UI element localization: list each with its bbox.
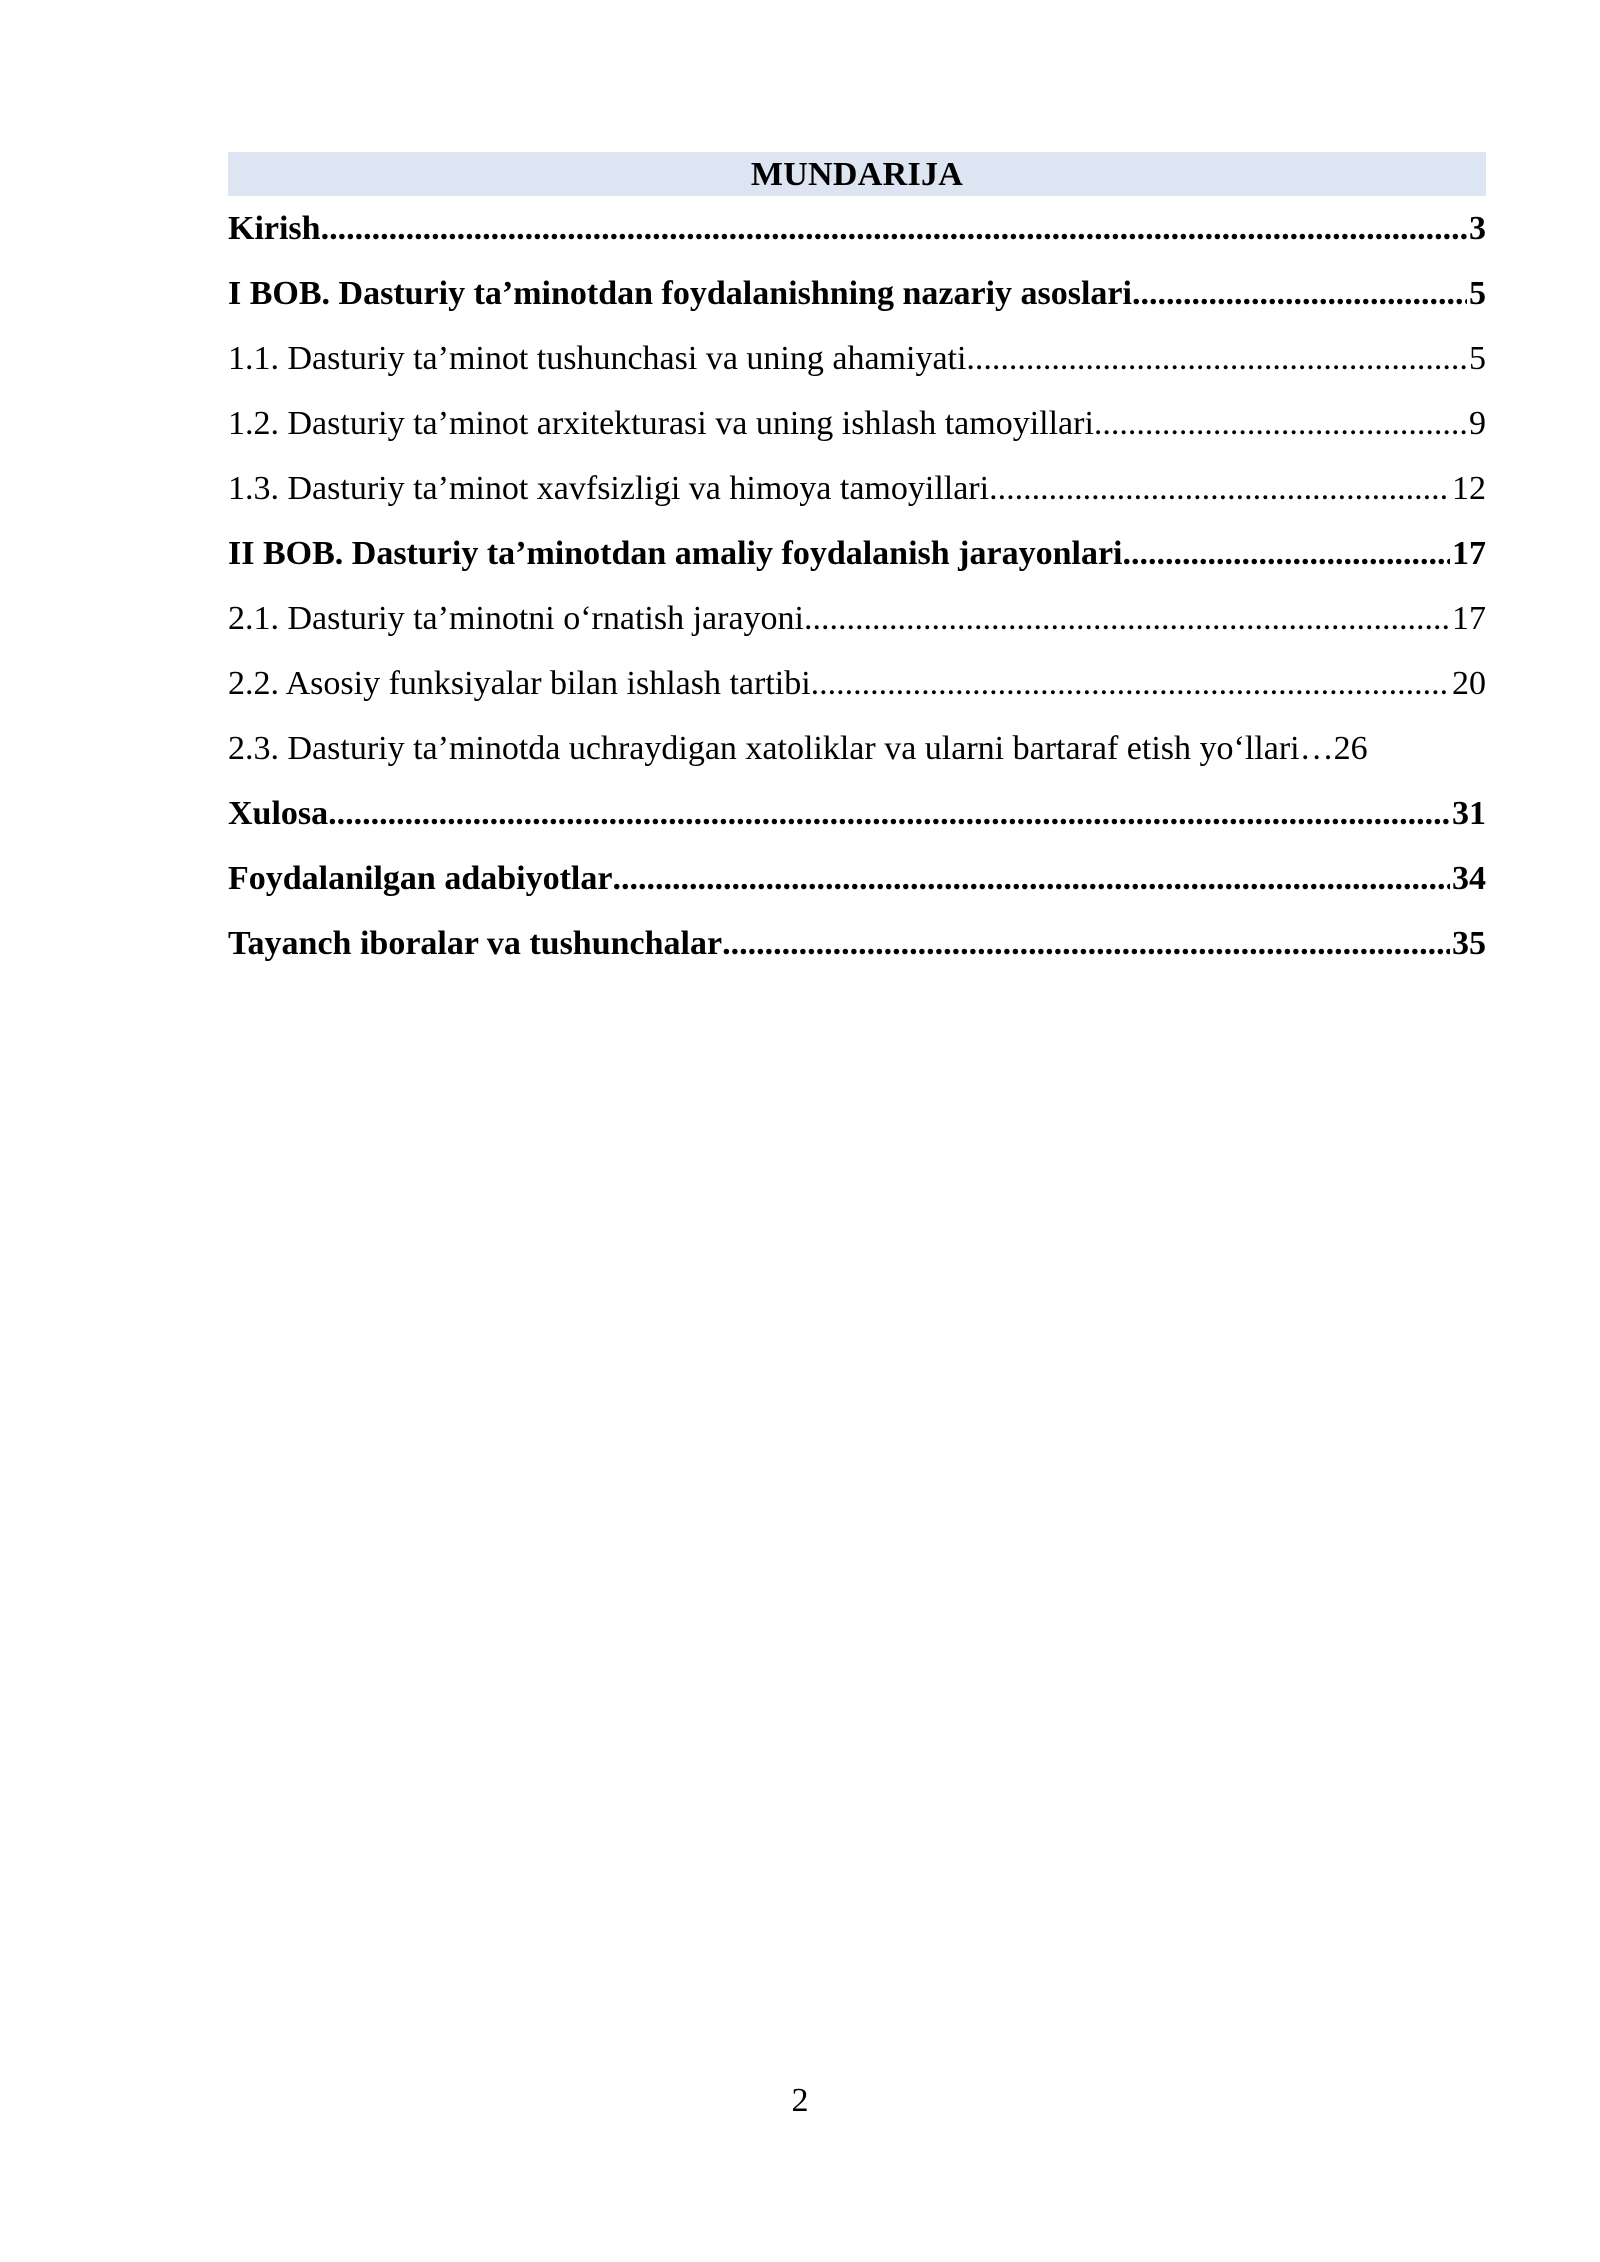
toc-entry[interactable] (228, 521, 1486, 586)
toc-entry-label: 1.3. Dasturiy ta’minot xavfsizligi va himoya tamoyillari (228, 470, 990, 507)
toc-entry[interactable] (228, 846, 1486, 911)
toc-entry-page-number: 20 (1452, 665, 1486, 702)
dot-leader (612, 846, 1450, 911)
toc-entry[interactable] (228, 781, 1486, 846)
dot-leader (804, 586, 1450, 651)
toc-entry-label: I BOB. Dasturiy ta’minotdan foydalanishning nazariy asoslari (228, 275, 1132, 312)
toc-entry-label: 2.2. Asosiy funksiyalar bilan ishlash tartibi (228, 665, 811, 702)
dot-leader (989, 456, 1450, 521)
toc-entry-label: 1.1. Dasturiy ta’minot tushunchasi va uning ahamiyati (228, 340, 967, 377)
toc-entry-label: 2.1. Dasturiy ta’minotni o‘rnatish jarayoni (228, 600, 804, 637)
dot-leader (966, 326, 1467, 391)
toc-entry-page-number: 26 (1333, 730, 1368, 767)
dot-leader (811, 651, 1450, 716)
toc-entry-label: Kirish (228, 210, 321, 247)
dot-leader (722, 911, 1450, 976)
toc-entry-label: 2.3. Dasturiy ta’minotda uchraydigan xatoliklar va ularni bartaraf etish yo‘llari… (228, 730, 1334, 767)
toc-entry[interactable] (228, 261, 1486, 326)
toc-entry[interactable] (228, 391, 1486, 456)
toc-entry-page-number: 9 (1469, 405, 1486, 442)
toc-entry[interactable] (228, 651, 1486, 716)
toc-entry-page-number: 5 (1469, 275, 1486, 312)
toc-entry-label: 1.2. Dasturiy ta’minot arxitekturasi va uning ishlash tamoyillari (228, 405, 1094, 442)
toc-entry-page-number: 5 (1469, 340, 1486, 377)
toc-entry[interactable] (228, 586, 1486, 651)
page-number: 2 (791, 2082, 809, 2119)
toc-entry[interactable] (228, 456, 1486, 521)
dot-leader (321, 196, 1467, 261)
dot-leader (1132, 261, 1467, 326)
toc-entry-page-number: 17 (1452, 535, 1486, 572)
toc-entry[interactable] (228, 196, 1486, 261)
table-of-contents (228, 152, 1486, 976)
toc-entry-page-number: 17 (1452, 600, 1486, 637)
toc-entry-page-number: 12 (1452, 470, 1486, 507)
toc-list (228, 196, 1486, 976)
dot-leader (1094, 391, 1467, 456)
toc-entry[interactable] (228, 911, 1486, 976)
toc-entry-page-number: 3 (1469, 210, 1486, 247)
toc-heading: MUNDARIJA (228, 152, 1486, 196)
toc-entry-label: Foydalanilgan adabiyotlar (228, 860, 613, 897)
dot-leader (328, 781, 1450, 846)
toc-entry-page-number: 35 (1452, 925, 1486, 962)
toc-entry-page-number: 34 (1452, 860, 1486, 897)
dot-leader (1122, 521, 1450, 586)
toc-entry[interactable] (228, 326, 1486, 391)
toc-entry[interactable] (228, 716, 1486, 781)
toc-entry-label: Xulosa (228, 795, 329, 832)
toc-entry-label: II BOB. Dasturiy ta’minotdan amaliy foydalanish jarayonlari (228, 535, 1123, 572)
toc-entry-page-number: 31 (1452, 795, 1486, 832)
toc-entry-label: Tayanch iboralar va tushunchalar (228, 925, 723, 962)
